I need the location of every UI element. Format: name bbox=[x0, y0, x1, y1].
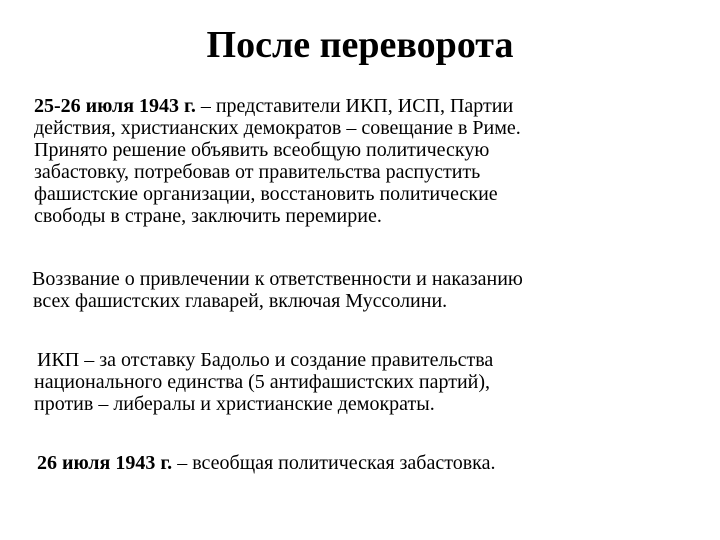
paragraph-appeal bbox=[32, 268, 523, 312]
slide-title: После переворота bbox=[206, 24, 514, 66]
paragraph-line: свободы в стране, заключить перемирие. bbox=[34, 205, 382, 227]
paragraph-line bbox=[37, 452, 495, 474]
paragraph-line: фашистские организации, восстановить политические bbox=[34, 183, 498, 205]
paragraph-line: действия, христианских демократов – совещание в Риме. bbox=[34, 117, 521, 139]
paragraph-ikp-position bbox=[34, 349, 493, 415]
paragraph-line: забастовку, потребовав от правительства распустить bbox=[34, 161, 481, 183]
paragraph-line: против – либералы и христианские демократы. bbox=[34, 393, 435, 415]
paragraph-meeting-in-rome bbox=[34, 95, 521, 227]
paragraph-line: Принято решение объявить всеобщую политическую bbox=[34, 139, 490, 161]
paragraph-line: Воззвание о привлечении к ответственности и наказанию bbox=[32, 268, 523, 290]
date-lead: 26 июля 1943 г. bbox=[37, 452, 173, 474]
paragraph-general-strike bbox=[37, 452, 495, 474]
paragraph-line: всех фашистских главарей, включая Муссолини. bbox=[33, 290, 448, 312]
paragraph-line: ИКП – за отставку Бадольо и создание правительства bbox=[37, 349, 494, 371]
paragraph-text: – представители ИКП, ИСП, Партии bbox=[195, 95, 514, 117]
date-lead: 25-26 июля 1943 г. bbox=[34, 95, 196, 117]
paragraph-line: национального единства (5 антифашистских партий), bbox=[34, 371, 491, 393]
paragraph-text: – всеобщая политическая забастовка. bbox=[172, 452, 496, 474]
paragraph-line bbox=[34, 95, 521, 117]
